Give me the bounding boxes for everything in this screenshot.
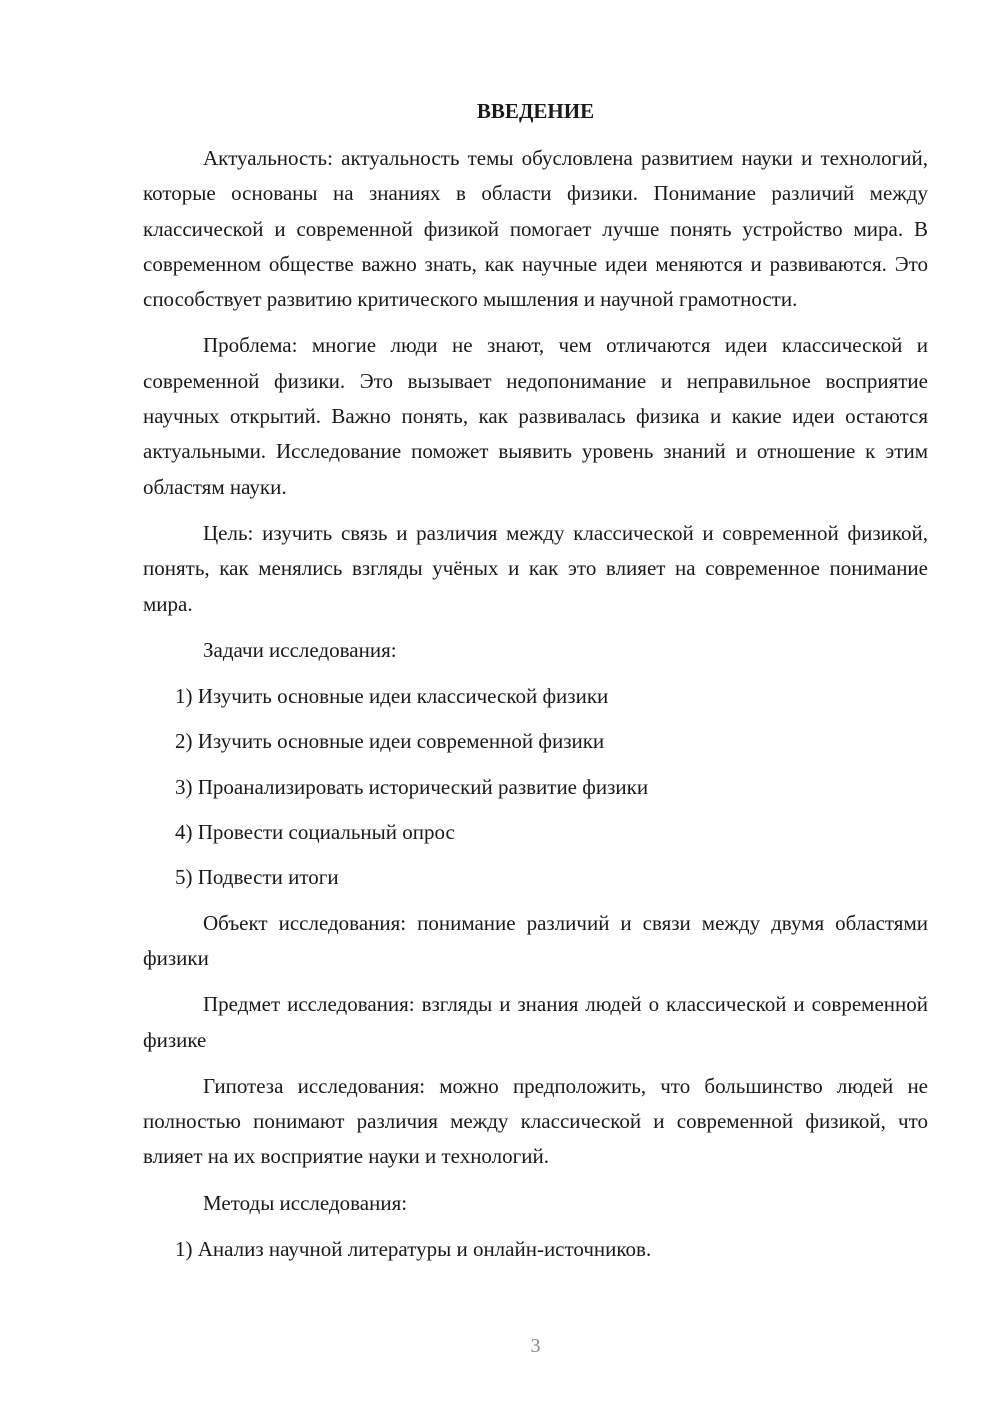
problem-paragraph: Проблема: многие люди не знают, чем отличаются идеи классической и современной физики. Это вызывает недопонимание и неправильное восприятие научных открытий. Важно понять, как развивалась физика и какие идеи остаются актуальными. Исследование поможет выявить уровень знаний и отношение к этим областям науки. [143,333,928,499]
page-title: ВВЕДЕНИЕ [476,99,595,123]
list-item: 1) Изучить основные идеи классической физики [175,684,609,709]
hypothesis-paragraph: Гипотеза исследования: можно предположить, что большинство людей не полностью понимают различия между классической и современной физикой, что влияет на их восприятие науки и технологий. [143,1073,928,1169]
list-item: 4) Провести социальный опрос [175,820,455,845]
document-body [143,141,928,1277]
page-number: 3 [530,1335,541,1357]
subject-paragraph: Предмет исследования: взгляды и знания людей о классической и современной физике [143,992,928,1052]
object-paragraph: Объект исследования: понимание различий и связи между двумя областями физики [143,910,928,970]
methods-heading: Методы исследования: [203,1190,408,1215]
list-item: 3) Проанализировать исторический развитие физики [175,774,649,799]
tasks-list [143,679,928,895]
list-item: 1) Анализ научной литературы и онлайн-источников. [175,1237,652,1262]
goal-paragraph: Цель: изучить связь и различия между классической и современной физикой, понять, как менялись взгляды учёных и как это влияет на современное понимание мира. [143,520,928,616]
document-page [143,0,928,1414]
list-item: 5) Подвести итоги [175,865,339,890]
list-item: 2) Изучить основные идеи современной физики [175,729,605,754]
tasks-heading: Задачи исследования: [203,637,397,662]
methods-list [143,1232,928,1267]
relevance-paragraph: Актуальность: актуальность темы обусловлена развитием науки и технологий, которые основаны на знаниях в области физики. Понимание различий между классической и современной физикой помогает лучше понять устройство мира. В современном обществе важно знать, как научные идеи меняются и развиваются. Это способствует развитию критического мышления и научной грамотности. [143,146,928,312]
